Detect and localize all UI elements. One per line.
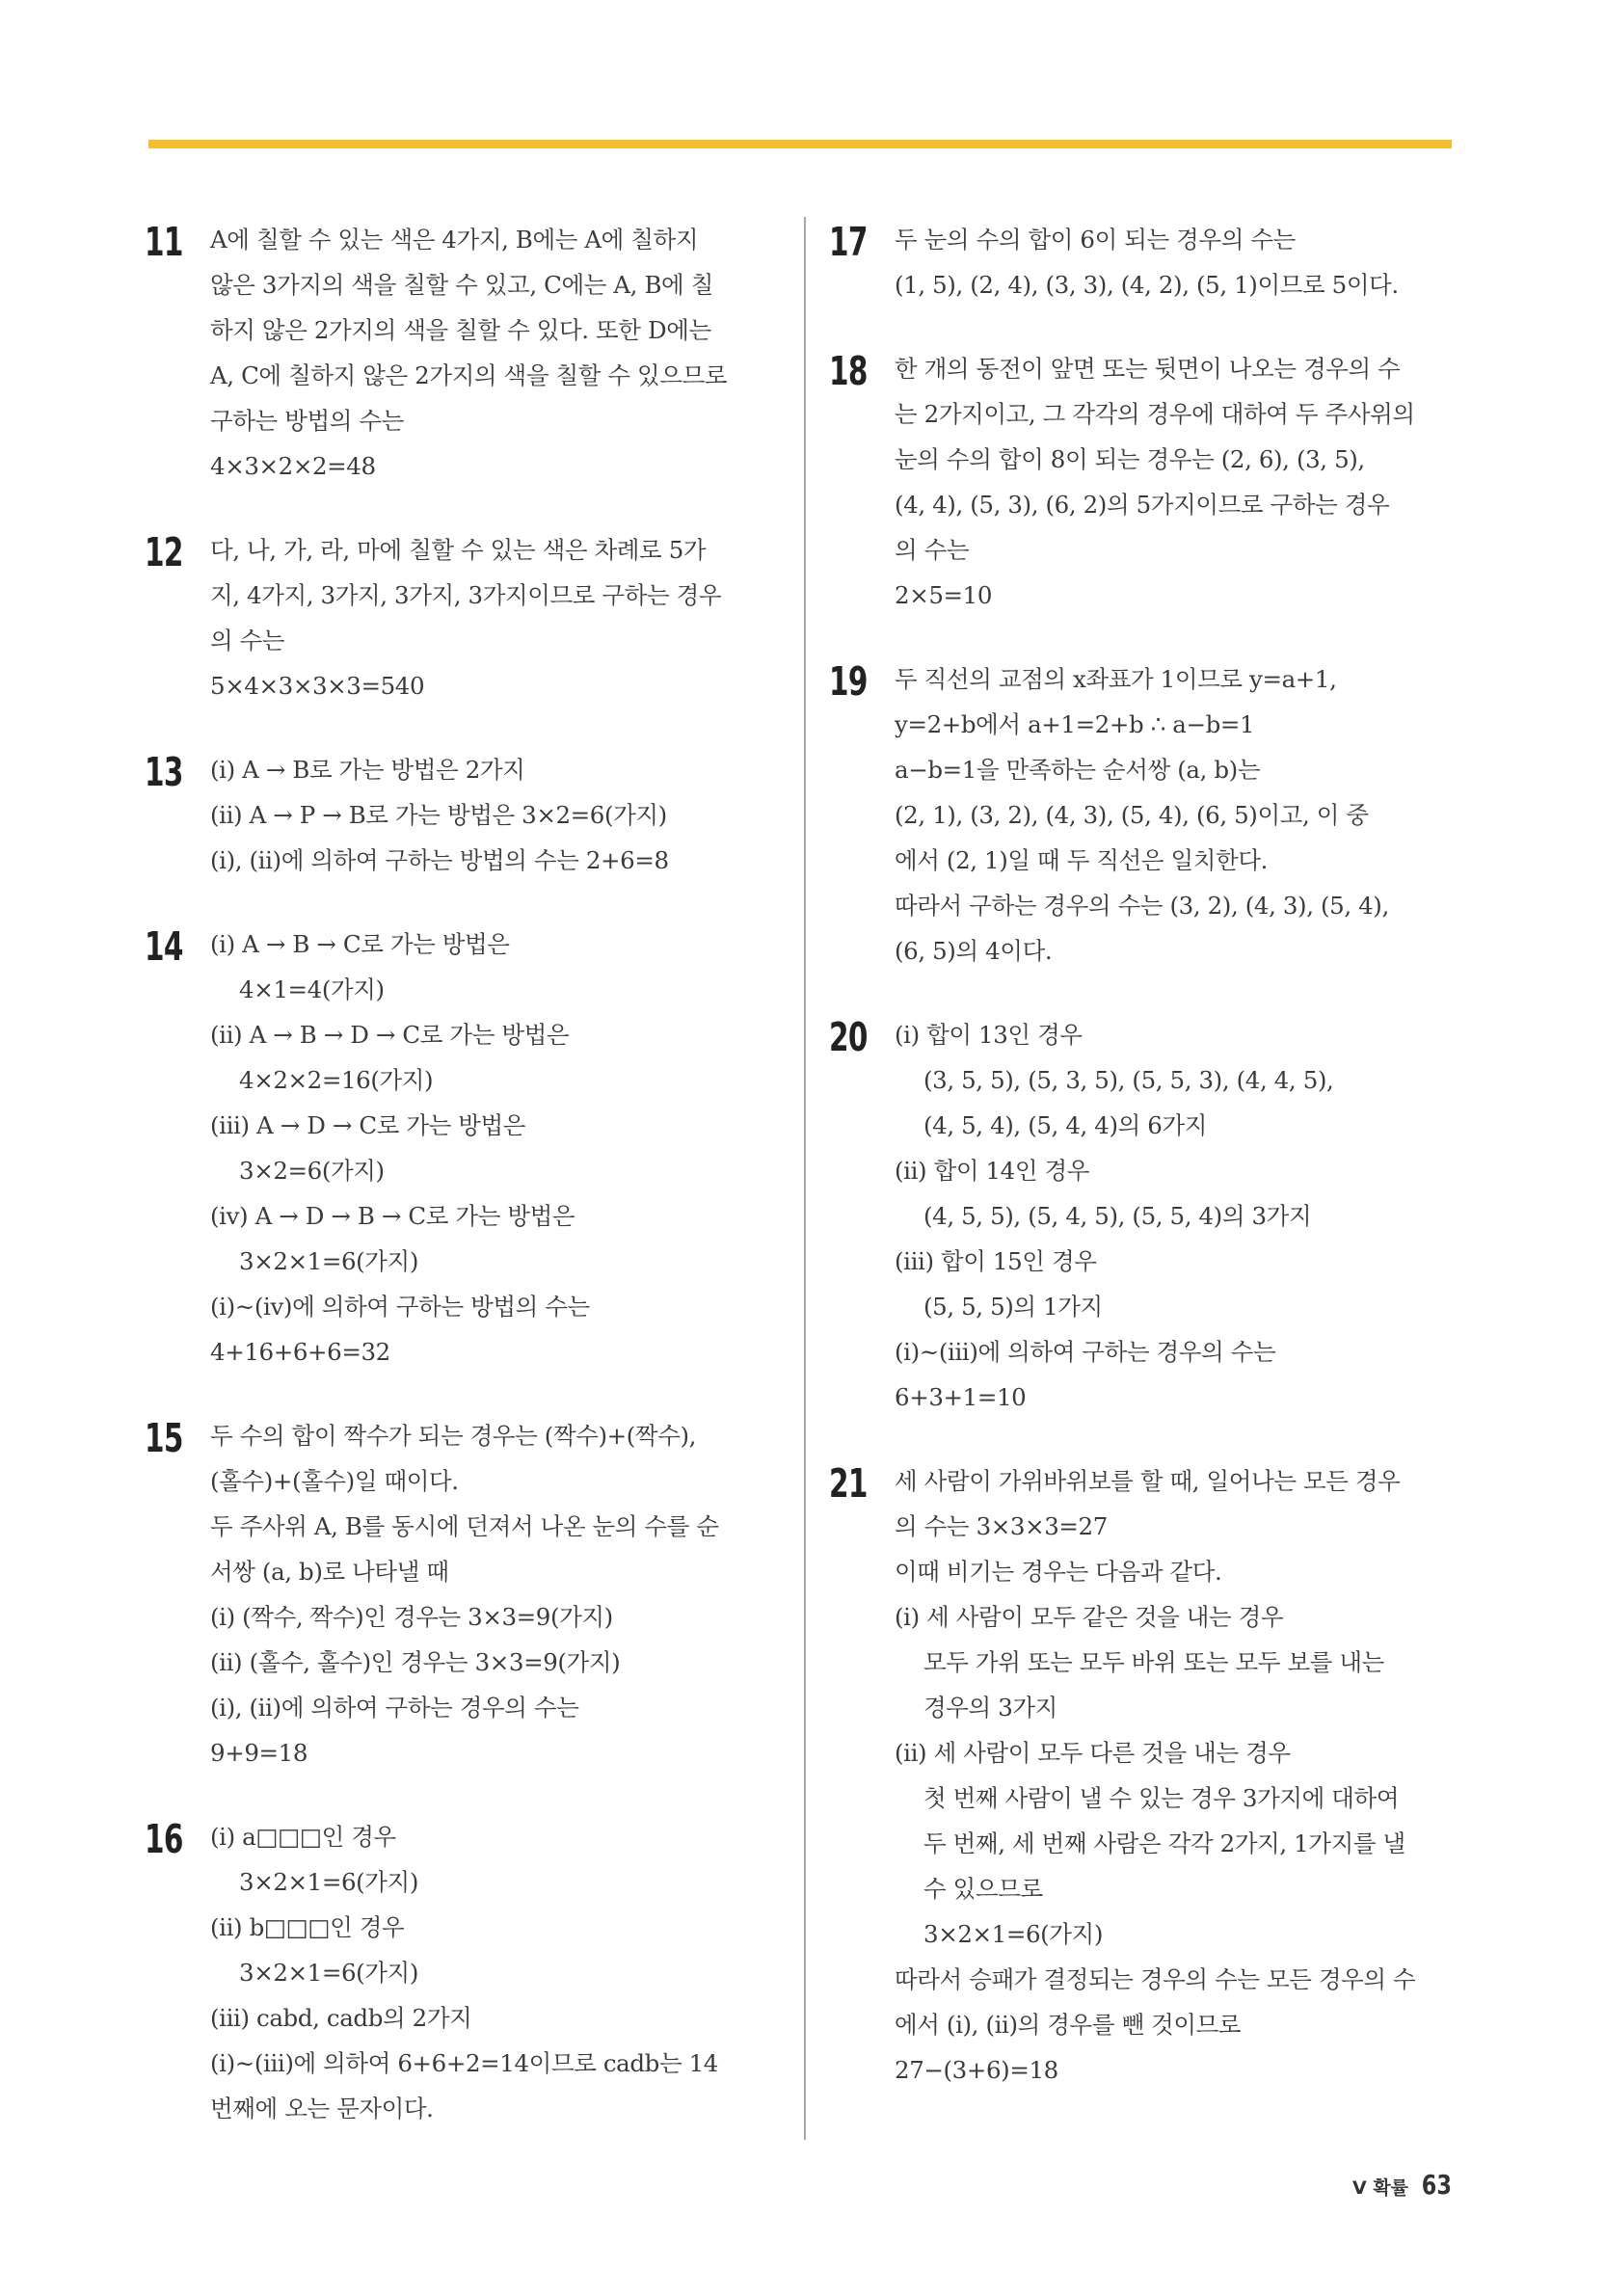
solution-line: 의 수는: [895, 536, 970, 564]
solution-line: (4, 4), (5, 3), (6, 2)의 5가지이므로 구하는 경우: [895, 491, 1390, 519]
footer-section-title: Ⅴ 확률: [1352, 2177, 1409, 2199]
solution-line: (6, 5)의 4이다.: [895, 937, 1053, 965]
problem-14: [145, 921, 781, 1375]
solution-line: (3, 5, 5), (5, 3, 5), (5, 5, 3), (4, 4, 5),: [923, 1066, 1334, 1094]
solution-line: 서쌍 (a, b)로 나타낼 때: [210, 1558, 449, 1586]
solution-line: (ii) 합이 14인 경우: [895, 1157, 1090, 1185]
solution-line: 3×2×1=6(가지): [239, 1959, 418, 1987]
solution-line: (i), (ii)에 의하여 구하는 경우의 수는: [210, 1694, 579, 1722]
solution-line: 3×2×1=6(가지): [239, 1868, 418, 1896]
solution-line: (i) 세 사람이 모두 같은 것을 내는 경우: [895, 1603, 1284, 1631]
solution-line: (i) A → B → C로 가는 방법은: [210, 930, 510, 958]
problem-number: 12: [145, 529, 183, 575]
solution-line: 모두 가위 또는 모두 바위 또는 모두 보를 내는: [923, 1648, 1384, 1676]
solution-line: 눈의 수의 합이 8이 되는 경우는 (2, 6), (3, 5),: [895, 445, 1365, 473]
solution-line: 하지 않은 2가지의 색을 칠할 수 있다. 또한 D에는: [210, 316, 711, 344]
solution-line: 첫 번째 사람이 낼 수 있는 경우 3가지에 대하여: [923, 1784, 1400, 1812]
solution-line: 한 개의 동전이 앞면 또는 뒷면이 나오는 경우의 수: [895, 355, 1401, 383]
solution-line: (4, 5, 4), (5, 4, 4)의 6가지: [923, 1111, 1208, 1139]
problem-15: [145, 1413, 781, 1775]
solution-line: 두 주사위 A, B를 동시에 던져서 나온 눈의 수를 순: [210, 1512, 719, 1540]
solution-line: (i) A → B로 가는 방법은 2가지: [210, 756, 525, 784]
solution-line: (ii) A → B → D → C로 가는 방법은: [210, 1021, 570, 1049]
problem-number: 13: [145, 749, 183, 795]
solution-line: 4+16+6+6=32: [210, 1338, 390, 1366]
problem-number: 14: [145, 923, 183, 970]
problem-number: 11: [145, 219, 183, 265]
solution-line: y=2+b에서 a+1=2+b ∴ a−b=1: [895, 710, 1255, 738]
problem-20: [829, 1012, 1467, 1420]
solution-line: (ii) 세 사람이 모두 다른 것을 내는 경우: [895, 1739, 1291, 1767]
solution-line: (ii) (홀수, 홀수)인 경우는 3×3=9(가지): [210, 1648, 621, 1676]
solution-line: 번째에 오는 문자이다.: [210, 2095, 434, 2122]
solution-line: (i)~(iii)에 의하여 구하는 경우의 수는: [895, 1338, 1276, 1366]
solution-line: (홀수)+(홀수)일 때이다.: [210, 1467, 459, 1495]
solution-line: (i), (ii)에 의하여 구하는 방법의 수는 2+6=8: [210, 846, 669, 874]
solution-line: (i)~(iii)에 의하여 6+6+2=14이므로 cadb는 14: [210, 2049, 718, 2077]
solution-line: 5×4×3×3×3=540: [210, 672, 425, 700]
problem-number: 20: [829, 1014, 868, 1060]
solution-line: 두 수의 합이 짝수가 되는 경우는 (짝수)+(짝수),: [210, 1422, 697, 1450]
solution-line: (i)~(iv)에 의하여 구하는 방법의 수는: [210, 1293, 590, 1321]
solution-line: (iii) 합이 15인 경우: [895, 1247, 1097, 1275]
solution-line: (2, 1), (3, 2), (4, 3), (5, 4), (6, 5)이고, 이 중: [895, 801, 1369, 829]
solution-line: (4, 5, 5), (5, 4, 5), (5, 5, 4)의 3가지: [923, 1202, 1312, 1230]
solution-line: (iii) cabd, cadb의 2가지: [210, 2004, 472, 2032]
solution-line: 의 수는: [210, 627, 285, 654]
problem-number: 16: [145, 1816, 183, 1862]
solution-line: 9+9=18: [210, 1739, 308, 1767]
solution-line: 경우의 3가지: [923, 1694, 1057, 1722]
solution-line: 두 번째, 세 번째 사람은 각각 2가지, 1가지를 낼: [923, 1829, 1405, 1857]
problem-18: [829, 346, 1467, 618]
solution-line: (i) a□□□인 경우: [210, 1823, 396, 1851]
solution-line: 4×1=4(가지): [239, 975, 385, 1003]
problem-number: 15: [145, 1415, 183, 1461]
solution-line: 않은 3가지의 색을 칠할 수 있고, C에는 A, B에 칠: [210, 271, 713, 299]
solution-line: 세 사람이 가위바위보를 할 때, 일어나는 모든 경우: [895, 1467, 1401, 1495]
problem-13: [145, 747, 781, 883]
solution-line: 에서 (i), (ii)의 경우를 뺀 것이므로: [895, 2011, 1242, 2039]
solution-line: 지, 4가지, 3가지, 3가지, 3가지이므로 구하는 경우: [210, 581, 722, 609]
solution-line: (i) (짝수, 짝수)인 경우는 3×3=9(가지): [210, 1603, 613, 1631]
solution-line: 3×2=6(가지): [239, 1157, 385, 1185]
left-column: [145, 217, 781, 2131]
solution-line: 4×2×2=16(가지): [239, 1066, 434, 1094]
column-divider: [804, 217, 806, 2140]
solution-line: 구하는 방법의 수는: [210, 407, 404, 435]
solution-line: 따라서 구하는 경우의 수는 (3, 2), (4, 3), (5, 4),: [895, 892, 1389, 920]
solution-line: (1, 5), (2, 4), (3, 3), (4, 2), (5, 1)이므로 5이다.: [895, 271, 1399, 299]
solution-line: 27−(3+6)=18: [895, 2056, 1058, 2084]
solution-line: (i) 합이 13인 경우: [895, 1021, 1083, 1049]
problem-number: 18: [829, 348, 868, 394]
solution-line: 2×5=10: [895, 581, 993, 609]
right-column: [829, 217, 1467, 2093]
problem-number: 19: [829, 658, 868, 705]
solution-line: 는 2가지이고, 그 각각의 경우에 대하여 두 주사위의: [895, 400, 1415, 428]
solution-line: (iii) A → D → C로 가는 방법은: [210, 1111, 526, 1139]
solution-line: 의 수는 3×3×3=27: [895, 1512, 1108, 1540]
problem-number: 21: [829, 1460, 868, 1507]
solution-line: (ii) A → P → B로 가는 방법은 3×2=6(가지): [210, 801, 667, 829]
solution-line: A에 칠할 수 있는 색은 4가지, B에는 A에 칠하지: [210, 226, 699, 254]
solution-line: 따라서 승패가 결정되는 경우의 수는 모든 경우의 수: [895, 1965, 1416, 1993]
solution-line: 에서 (2, 1)일 때 두 직선은 일치한다.: [895, 846, 1268, 874]
solution-line: 3×2×1=6(가지): [239, 1247, 418, 1275]
header-accent-bar: [148, 140, 1452, 148]
solution-line: 6+3+1=10: [895, 1383, 1027, 1411]
solution-line: 두 눈의 수의 합이 6이 되는 경우의 수는: [895, 226, 1296, 254]
solution-line: (iv) A → D → B → C로 가는 방법은: [210, 1202, 575, 1230]
solution-line: 수 있으므로: [923, 1875, 1043, 1903]
page-footer: [1350, 2169, 1452, 2201]
solution-line: a−b=1을 만족하는 순서쌍 (a, b)는: [895, 756, 1261, 784]
problem-17: [829, 217, 1467, 307]
solution-line: (ii) b□□□인 경우: [210, 1913, 405, 1941]
problem-12: [145, 527, 781, 708]
problem-number: 17: [829, 219, 868, 265]
page-number: 63: [1421, 2169, 1452, 2201]
problem-19: [829, 656, 1467, 974]
solution-line: A, C에 칠하지 않은 2가지의 색을 칠할 수 있으므로: [210, 361, 728, 389]
solution-line: 두 직선의 교점의 x좌표가 1이므로 y=a+1,: [895, 665, 1337, 693]
solution-line: 이때 비기는 경우는 다음과 같다.: [895, 1558, 1222, 1586]
solution-line: 4×3×2×2=48: [210, 452, 376, 480]
solution-line: 다, 나, 가, 라, 마에 칠할 수 있는 색은 차례로 5가: [210, 536, 707, 564]
solution-line: 3×2×1=6(가지): [923, 1920, 1103, 1948]
solution-line: (5, 5, 5)의 1가지: [923, 1293, 1103, 1321]
problem-16: [145, 1814, 781, 2131]
problem-11: [145, 217, 781, 489]
problem-21: [829, 1458, 1467, 2093]
